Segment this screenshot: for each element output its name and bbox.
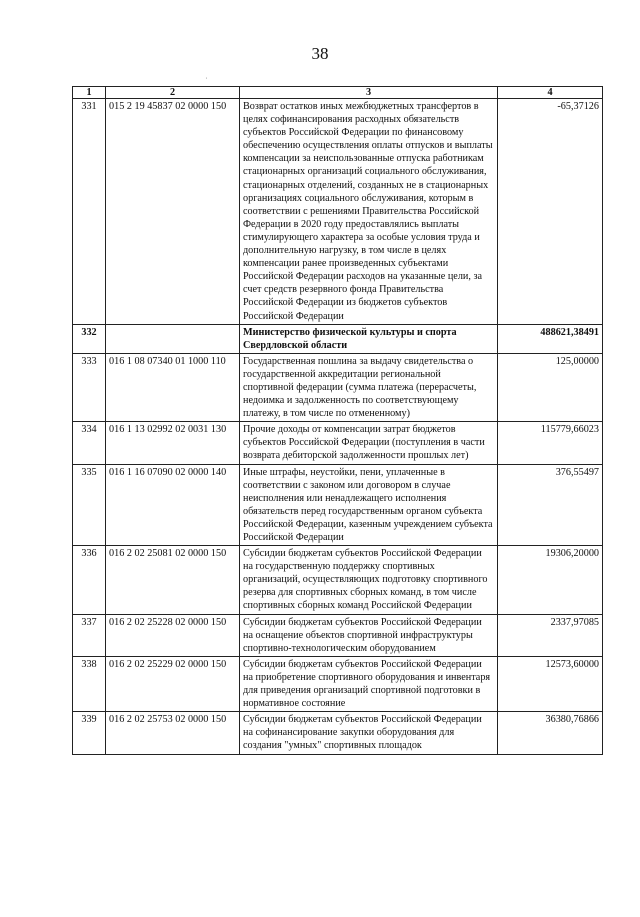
row-number: 334 [73, 422, 106, 464]
amount-value: 376,55497 [498, 464, 603, 546]
amount-value: 488621,38491 [498, 324, 603, 353]
classification-code: 016 2 02 25229 02 0000 150 [106, 656, 240, 711]
amount-value: 36380,76866 [498, 712, 603, 754]
amount-value: 115779,66023 [498, 422, 603, 464]
amount-value: 125,00000 [498, 353, 603, 421]
classification-code: 016 2 02 25228 02 0000 150 [106, 614, 240, 656]
column-header: 3 [240, 87, 498, 99]
scan-mark: ˙ [205, 76, 208, 85]
table-row [73, 99, 603, 325]
table-row [73, 353, 603, 421]
revenue-description: Прочие доходы от компенсации затрат бюджетов субъектов Российской Федерации (поступления в части возврата дебиторской задолженности прошлых лет) [240, 422, 498, 464]
revenue-description: Субсидии бюджетам субъектов Российской Федерации на государственную поддержку спортивных организаций, осуществляющих подготовку спортивного резерва для спортивных сборных команд, в том числе спортивных сборных команд Российской Федерации [240, 546, 498, 614]
table-body [73, 99, 603, 755]
page-number: 38 [311, 44, 329, 63]
table-row [73, 422, 603, 464]
row-number: 335 [73, 464, 106, 546]
row-number: 331 [73, 99, 106, 325]
table-row [73, 464, 603, 546]
table-row [73, 656, 603, 711]
revenue-description: Иные штрафы, неустойки, пени, уплаченные в соответствии с законом или договором в случае неисполнения или ненадлежащего исполнения обязательств перед государственным органом субъекта Российской Федерации, казенным учреждением субъекта Российской Федерации [240, 464, 498, 546]
amount-value: 19306,20000 [498, 546, 603, 614]
column-header: 2 [106, 87, 240, 99]
row-number: 337 [73, 614, 106, 656]
classification-code: 015 2 19 45837 02 0000 150 [106, 99, 240, 325]
revenue-description: Министерство физической культуры и спорта Свердловской области [240, 324, 498, 353]
amount-value: 2337,97085 [498, 614, 603, 656]
classification-code: 016 1 13 02992 02 0031 130 [106, 422, 240, 464]
amount-value: -65,37126 [498, 99, 603, 325]
column-header: 4 [498, 87, 603, 99]
revenue-description: Государственная пошлина за выдачу свидетельства о государственной аккредитации региональной спортивной федерации (сумма платежа (перерасчеты, недоимка и задолженность по соответствующему платежу, в том числе по отмененному) [240, 353, 498, 421]
revenue-description: Субсидии бюджетам субъектов Российской Федерации на приобретение спортивного оборудования и инвентаря для приведения организаций спортивной подготовки в нормативное состояние [240, 656, 498, 711]
budget-table [72, 86, 603, 755]
classification-code: 016 2 02 25081 02 0000 150 [106, 546, 240, 614]
classification-code: 016 2 02 25753 02 0000 150 [106, 712, 240, 754]
classification-code: 016 1 08 07340 01 1000 110 [106, 353, 240, 421]
classification-code: 016 1 16 07090 02 0000 140 [106, 464, 240, 546]
classification-code [106, 324, 240, 353]
row-number: 333 [73, 353, 106, 421]
table-row [73, 324, 603, 353]
revenue-description: Субсидии бюджетам субъектов Российской Федерации на оснащение объектов спортивной инфраструктуры спортивно-технологическим оборудованием [240, 614, 498, 656]
revenue-description: Субсидии бюджетам субъектов Российской Федерации на софинансирование закупки оборудования для создания "умных" спортивных площадок [240, 712, 498, 754]
revenue-description: Возврат остатков иных межбюджетных трансфертов в целях софинансирования расходных обязательств субъектов Российской Федерации по финансовому обеспечению осуществления оплаты отпусков и выплаты компенсации за неиспользованные отпуска работникам стационарных организаций социального обслуживания, стационарных отделений, созданных не в стационарных организациях социального обслуживания, которым в соответствии с решениями Правительства Российской Федерации в 2020 году предоставлялись выплаты стимулирующего характера за особые условия труда и дополнительную нагрузку, в том числе в целях компенсации ранее произведенных субъектами Российской Федерации расходов на указанные цели, за счет средств резервного фонда Правительства Российской Федерации из бюджетов субъектов Российской Федерации [240, 99, 498, 325]
row-number: 339 [73, 712, 106, 754]
column-header: 1 [73, 87, 106, 99]
table-row [73, 546, 603, 614]
row-number: 332 [73, 324, 106, 353]
amount-value: 12573,60000 [498, 656, 603, 711]
table-header-row [73, 87, 603, 99]
table-row [73, 712, 603, 754]
row-number: 338 [73, 656, 106, 711]
table-row [73, 614, 603, 656]
row-number: 336 [73, 546, 106, 614]
